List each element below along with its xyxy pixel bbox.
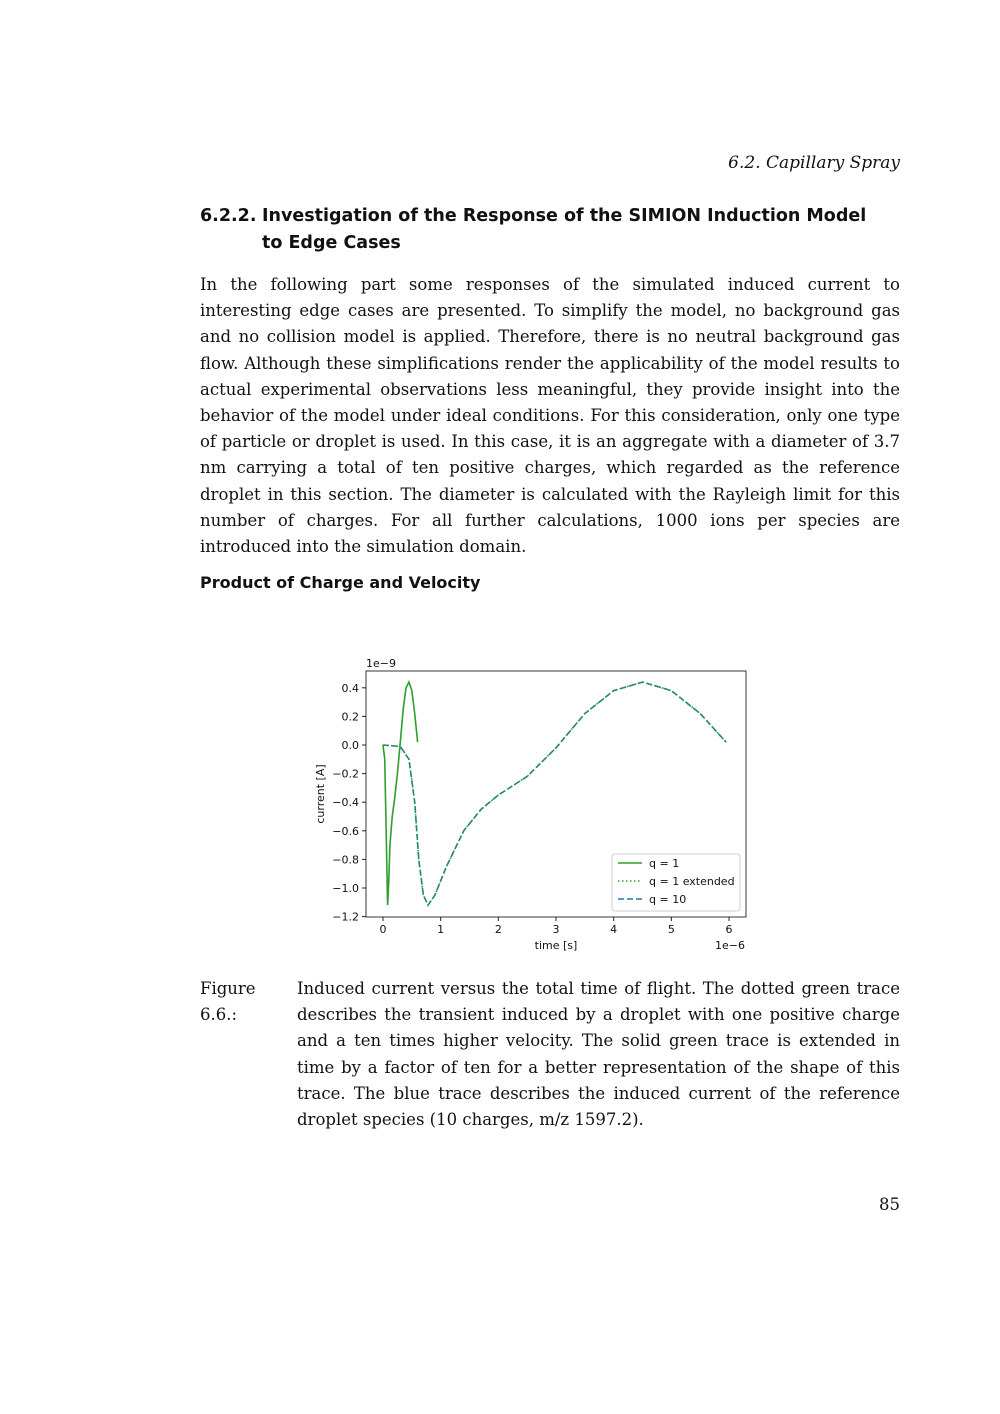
- running-header: 6.2. Capillary Spray: [728, 153, 900, 173]
- y-axis-label: current [A]: [314, 764, 327, 824]
- x-tick-label: 3: [552, 923, 560, 936]
- y-tick-label: −0.2: [332, 767, 359, 781]
- y-tick-label: −0.4: [332, 796, 359, 810]
- figure-caption: [200, 976, 900, 1133]
- y-tick-label: −1.2: [332, 910, 359, 924]
- x-tick-label: 0: [379, 923, 387, 936]
- y-tick-label: −0.8: [332, 853, 359, 867]
- body-paragraph: In the following part some responses of the simulated induced current to interesting edge cases are presented. To simplify the model, no background gas and no collision model is applied. Therefore, there is no neutral background gas flow. Although these simplifications render the applicability of the model results to actual experimental observations less meaningful, they provide insight into the behavior of the model under ideal conditions. For this consideration, only one type of particle or droplet is used. In this case, it is an aggregate with a diameter of 3.7 nm carrying a total of ten positive charges, which regarded as the reference droplet in this section. The diameter is calculated with the Rayleigh limit for this number of charges. For all further calculations, 1000 ions per species are introduced into the simulation domain.: [200, 275, 900, 557]
- x-tick-label: 4: [610, 923, 618, 936]
- legend-label: q = 1: [649, 857, 680, 870]
- y-offset-label: 1e−9: [366, 657, 396, 670]
- y-tick-label: −0.6: [332, 824, 359, 838]
- y-tick-label: 0.2: [341, 710, 359, 724]
- page-number: 85: [879, 1195, 900, 1214]
- x-axis-label: time [s]: [534, 939, 578, 952]
- x-tick-label: 2: [494, 923, 502, 936]
- legend-label: q = 10: [649, 893, 687, 906]
- caption-label: Figure 6.6.:: [200, 979, 256, 1025]
- y-tick-label: 0.0: [341, 739, 359, 752]
- x-tick-label: 1: [437, 923, 445, 936]
- legend-label: q = 1 extended: [649, 875, 735, 888]
- series-line-0: [383, 682, 418, 905]
- y-tick-label: 0.4: [341, 681, 359, 695]
- section-number: 6.2.2.: [200, 206, 257, 226]
- x-tick-label: 6: [725, 923, 733, 936]
- x-tick-label: 5: [667, 923, 675, 936]
- section-title: Investigation of the Response of the SIMION Induction Model to Edge Cases: [262, 206, 867, 253]
- x-offset-label: 1e−6: [715, 939, 745, 952]
- y-tick-label: −1.0: [332, 882, 359, 895]
- caption-text: Induced current versus the total time of flight. The dotted green trace describes the transient induced by a droplet with one positive charge and a ten times higher velocity. The solid green trace is extended in time by a factor of ten for a better representation of the shape of this trace. The blue trace describes the induced current of the reference droplet species (10 charges, m/z 1597.2).: [297, 979, 900, 1130]
- subsection-heading: Product of Charge and Velocity: [200, 573, 481, 592]
